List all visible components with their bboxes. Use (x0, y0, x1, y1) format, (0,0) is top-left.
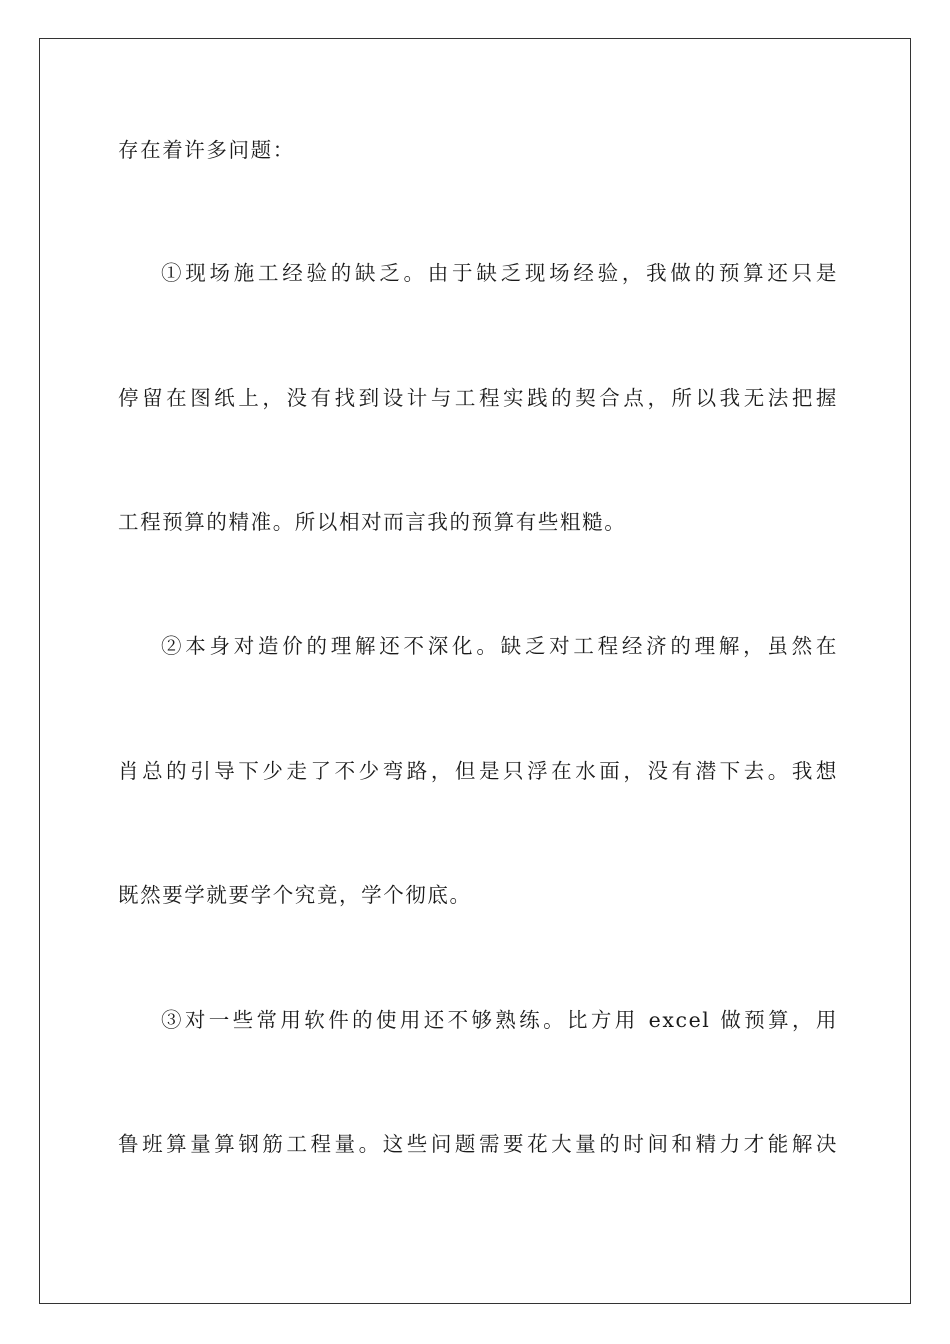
text-line-point-3-start: ③对一些常用软件的使用还不够熟练。比方用 excel 做预算，用 (161, 1008, 838, 1032)
text-line-point-2-continued: 肖总的引导下少走了不少弯路，但是只浮在水面，没有潜下去。我想 (118, 759, 838, 783)
text-line-point-3-continued: 鲁班算量算钢筋工程量。这些问题需要花大量的时间和精力才能解决 (118, 1132, 838, 1156)
text-line-intro: 存在着许多问题： (118, 138, 295, 162)
text-line-point-2-end: 既然要学就要学个究竟，学个彻底。 (118, 883, 472, 907)
text-line-point-1-start: ①现场施工经验的缺乏。由于缺乏现场经验，我做的预算还只是 (161, 261, 838, 285)
text-line-point-1-continued: 停留在图纸上，没有找到设计与工程实践的契合点，所以我无法把握 (118, 386, 838, 410)
text-line-point-2-start: ②本身对造价的理解还不深化。缺乏对工程经济的理解，虽然在 (161, 634, 838, 658)
text-line-point-1-end: 工程预算的精准。所以相对而言我的预算有些粗糙。 (118, 510, 627, 534)
page-border (39, 38, 911, 1304)
